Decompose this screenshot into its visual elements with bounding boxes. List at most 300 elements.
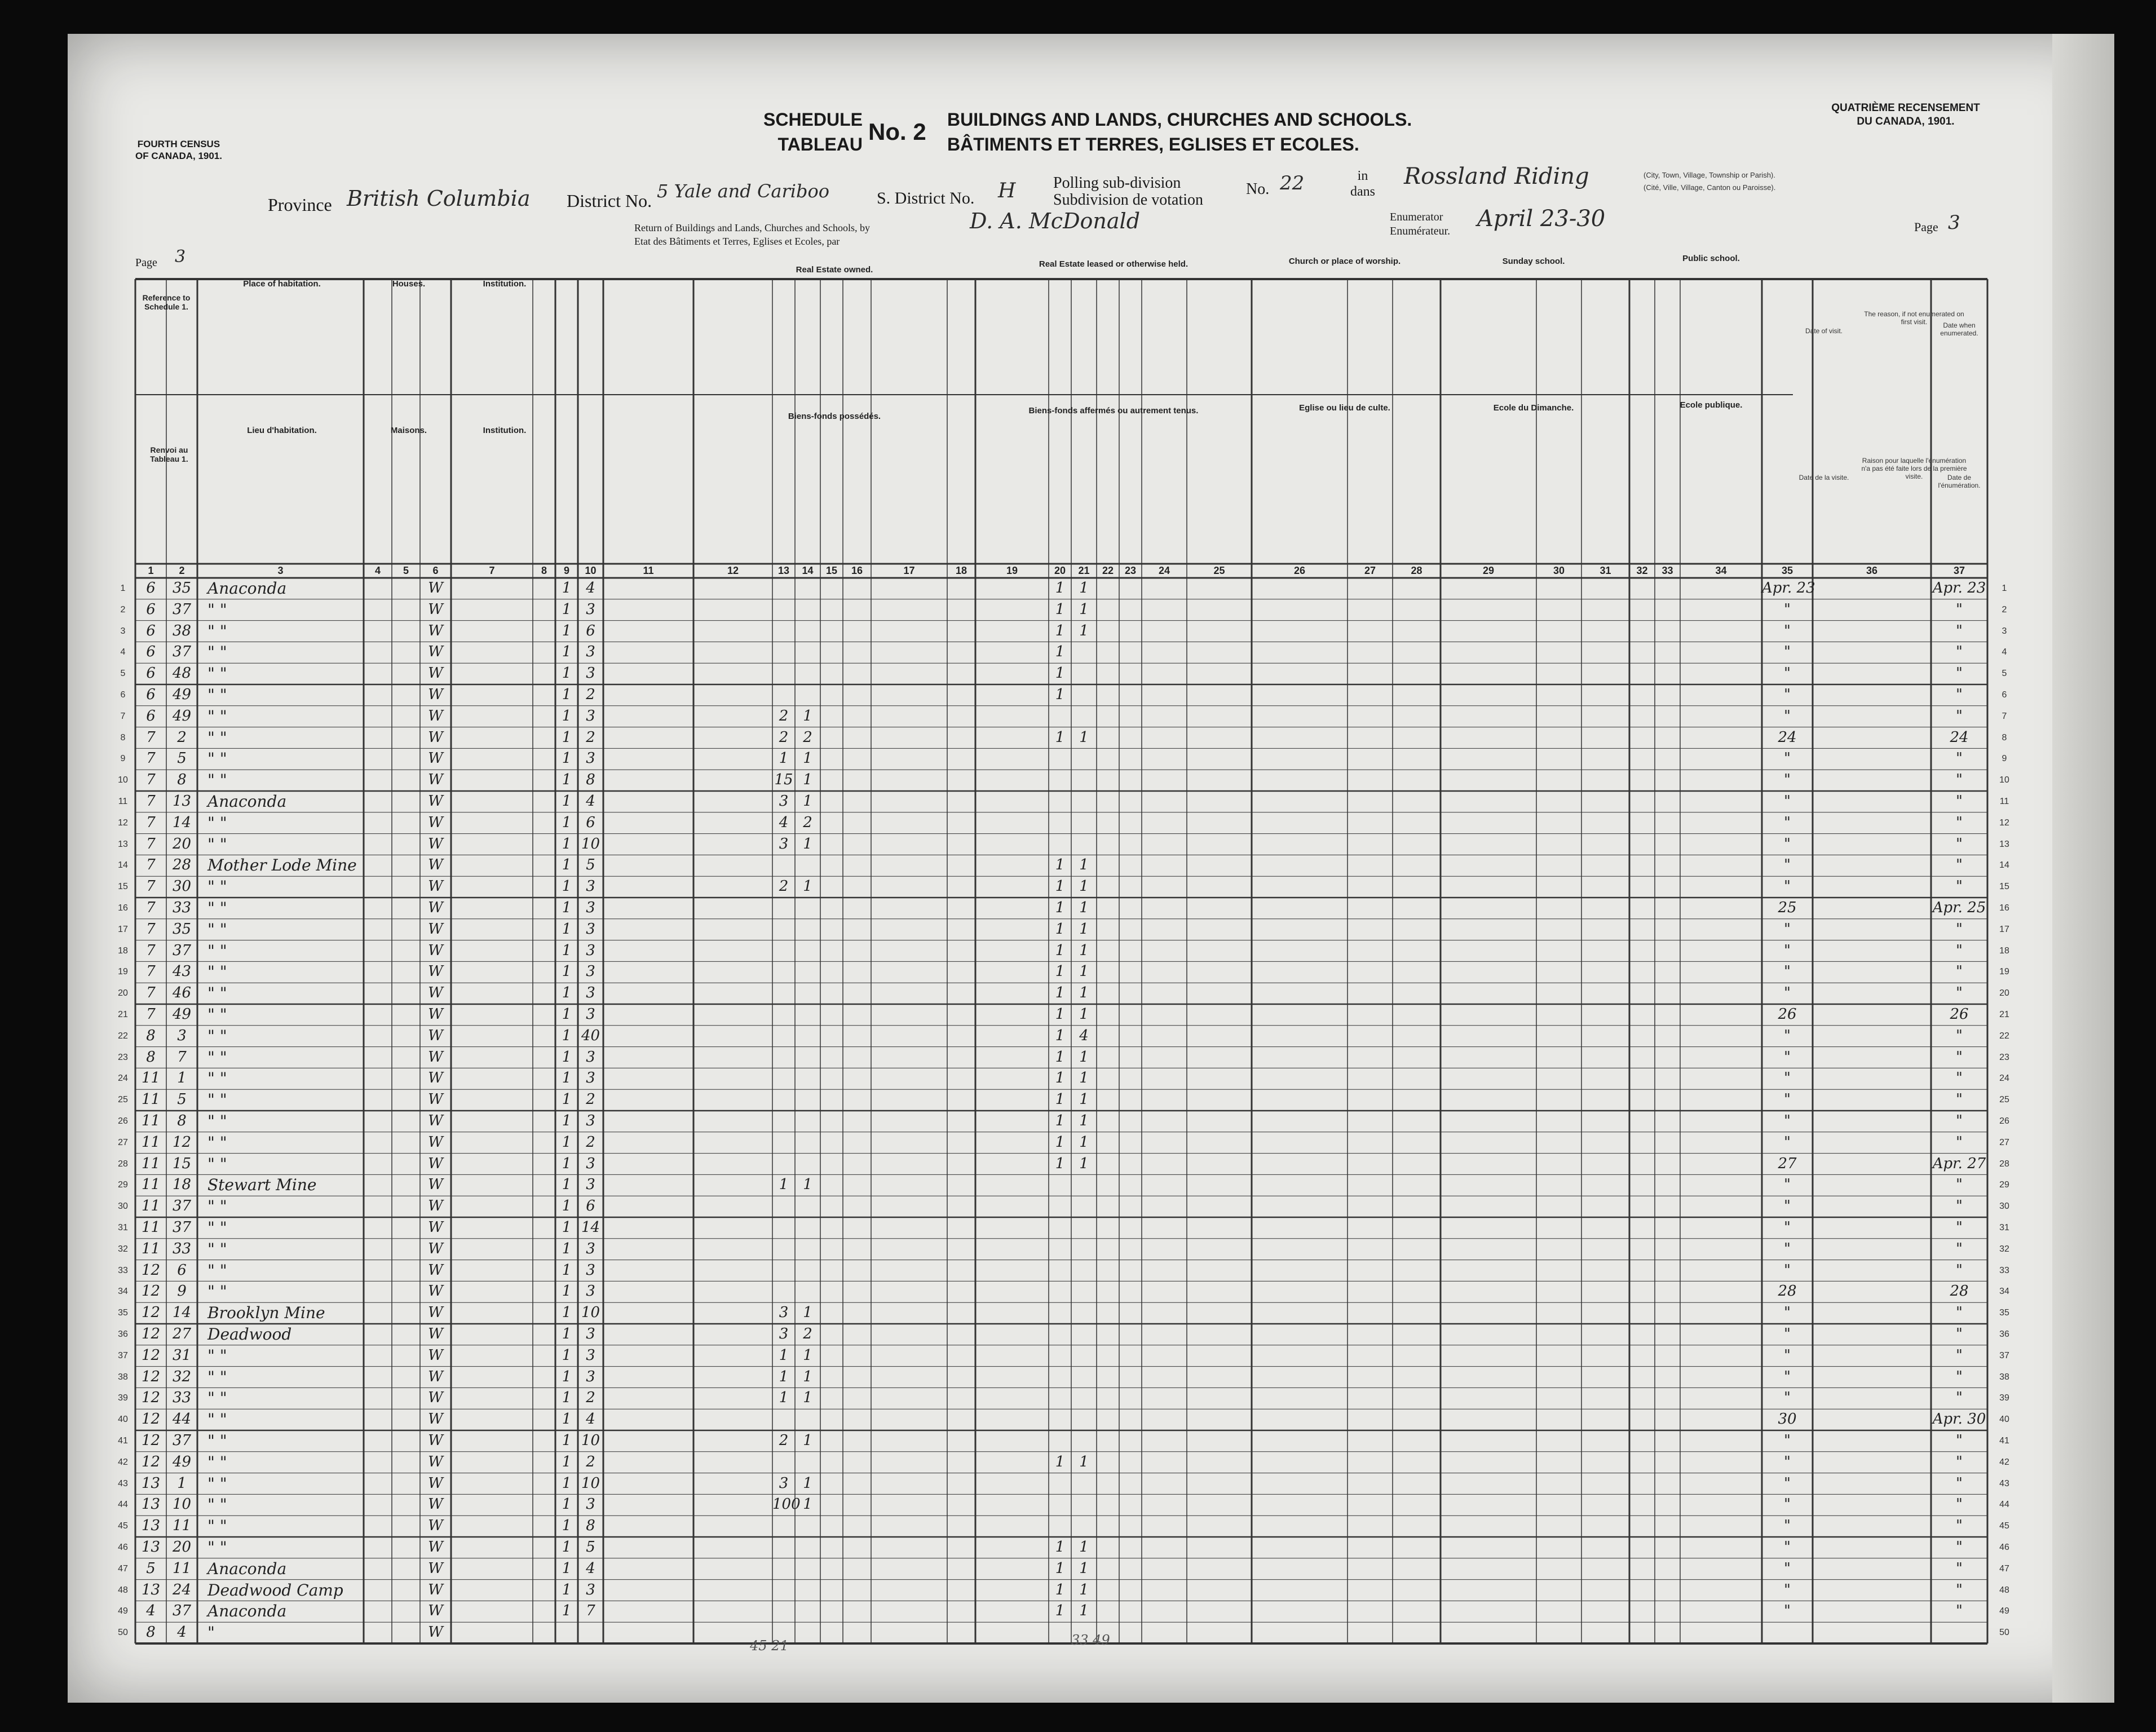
- cell-date-visit: ": [1784, 707, 1791, 724]
- cell-page: 12: [141, 1368, 161, 1385]
- row-number-left: 1: [120, 584, 126, 593]
- cell-owned-lots: [772, 942, 795, 961]
- group-institution-fr: Institution.: [483, 426, 527, 435]
- cell-date-enumerated: ": [1956, 793, 1963, 810]
- cell-page: 13: [141, 1581, 161, 1598]
- cell-owned-houses: [795, 1602, 820, 1621]
- cell-place: " ": [207, 1452, 227, 1472]
- cell-line: 20: [172, 1539, 192, 1556]
- row-number-right: 28: [1999, 1159, 2009, 1169]
- cell-date-visit: ": [1784, 1112, 1791, 1129]
- cell-owned-houses: [795, 643, 820, 662]
- row-number-left: 40: [118, 1415, 128, 1425]
- cell-date-enumerated: ": [1956, 643, 1963, 661]
- cell-owned-lots: [772, 643, 795, 662]
- cell-leased-houses: 1: [1079, 878, 1089, 895]
- cell-owned-lots: 3: [779, 1474, 789, 1492]
- column-number: 10: [585, 565, 597, 576]
- cell-leased-lots: 1: [1055, 622, 1065, 639]
- cell-rooms: 3: [586, 1176, 595, 1194]
- group-sunday-school-fr: Ecole du Dimanche.: [1493, 403, 1574, 413]
- row-number-left: 42: [118, 1457, 128, 1467]
- cell-rooms: 10: [581, 835, 600, 852]
- cell-place: " ": [207, 941, 227, 960]
- group-reason-fr: Raison pour laquelle l'énumération n'a pas été faite lors de la première visite.: [1861, 457, 1967, 480]
- cell-date-enumerated: ": [1956, 1219, 1963, 1236]
- cell-line: 37: [172, 1198, 192, 1215]
- cell-owned-houses: [795, 1197, 820, 1216]
- cell-date-enumerated: ": [1956, 963, 1963, 980]
- cell-owned-lots: [772, 1005, 795, 1024]
- cell-date-visit: ": [1784, 1325, 1791, 1342]
- cell-owned-houses: [795, 1112, 820, 1131]
- group-place-fr: Lieu d'habitation.: [247, 426, 317, 435]
- cell-leased-lots: [1049, 1261, 1071, 1280]
- owned-totals: 45 21: [750, 1638, 789, 1654]
- column-number: 26: [1293, 565, 1306, 576]
- row-number-left: 22: [118, 1031, 128, 1041]
- cell-owned-houses: [795, 920, 820, 939]
- row-number-right: 23: [1999, 1052, 2009, 1062]
- group-public-school: Public school.: [1682, 254, 1740, 263]
- cell-date-visit: ": [1784, 878, 1791, 895]
- cell-rooms: 3: [586, 750, 595, 767]
- cell-owned-lots: [772, 1197, 795, 1216]
- cell-families: 1: [562, 1133, 572, 1151]
- cell-place: " ": [207, 621, 227, 640]
- cell-leased-houses: [1071, 1197, 1097, 1216]
- cell-line: 5: [177, 1091, 187, 1108]
- cell-families: 1: [562, 1155, 572, 1172]
- cell-date-visit: ": [1784, 1368, 1791, 1385]
- cell-families: 1: [562, 1432, 572, 1449]
- cell-date-enumerated: ": [1956, 984, 1963, 1002]
- cell-owned-houses: [795, 1261, 820, 1280]
- cell-leased-houses: [1071, 1282, 1097, 1301]
- cell-page: 4: [146, 1602, 156, 1620]
- column-number: 32: [1636, 565, 1648, 576]
- cell-date-enumerated: Apr. 23: [1932, 580, 1986, 597]
- cell-page: 5: [146, 1559, 156, 1577]
- cell-owned-houses: 2: [803, 814, 812, 831]
- row-number-left: 34: [118, 1287, 128, 1297]
- cell-date-visit: ": [1784, 1091, 1791, 1108]
- cell-owned-houses: [795, 1538, 820, 1557]
- group-place: Place of habitation.: [243, 279, 321, 289]
- row-number-left: 44: [118, 1500, 128, 1510]
- cell-place: " ": [207, 749, 227, 768]
- cell-rooms: 3: [586, 878, 595, 895]
- cell-leased-lots: [1049, 1346, 1071, 1366]
- cell-owned-lots: [772, 1261, 795, 1280]
- row-number-left: 35: [118, 1308, 128, 1318]
- cell-page: 7: [146, 835, 156, 852]
- cell-leased-lots: 1: [1055, 878, 1065, 895]
- cell-rooms: 3: [586, 707, 595, 724]
- no-label: No.: [1246, 180, 1270, 198]
- cell-line: 18: [172, 1176, 192, 1194]
- cell-line: 1: [177, 1070, 187, 1087]
- cell-rooms: 14: [581, 1219, 600, 1236]
- cell-leased-lots: 1: [1055, 984, 1065, 1002]
- cell-inhabited: W: [428, 1027, 443, 1044]
- cell-owned-lots: 1: [779, 1389, 789, 1407]
- row-number-left: 31: [118, 1223, 128, 1232]
- cell-owned-lots: 4: [779, 814, 789, 831]
- cell-place: " ": [207, 1197, 227, 1216]
- cell-page: 11: [141, 1070, 161, 1087]
- cell-leased-lots: 1: [1055, 1453, 1065, 1470]
- cell-owned-houses: [795, 1218, 820, 1238]
- cell-owned-lots: [772, 1538, 795, 1557]
- row-number-left: 48: [118, 1585, 128, 1595]
- cell-place: " ": [207, 664, 227, 683]
- cell-rooms: 4: [586, 1559, 595, 1577]
- cell-leased-houses: 1: [1079, 920, 1089, 938]
- column-number: 24: [1158, 565, 1170, 576]
- column-number: 5: [403, 565, 409, 576]
- cell-line: 49: [172, 686, 192, 703]
- in-dans-label: in dans: [1350, 169, 1375, 199]
- enumerator-name: D. A. McDonald: [970, 209, 1141, 233]
- row-number-left: 13: [118, 839, 128, 849]
- cell-leased-houses: [1071, 814, 1097, 833]
- cell-date-visit: ": [1784, 1027, 1791, 1044]
- cell-date-enumerated: ": [1956, 1240, 1963, 1257]
- schedule-number: No. 2: [868, 118, 926, 145]
- cell-leased-lots: 1: [1055, 899, 1065, 916]
- cell-families: 1: [562, 686, 572, 703]
- cell-date-enumerated: ": [1956, 1112, 1963, 1129]
- cell-line: 14: [172, 1304, 192, 1322]
- cell-rooms: 5: [586, 856, 595, 874]
- cell-leased-houses: [1071, 1495, 1097, 1514]
- cell-inhabited: W: [428, 1219, 443, 1236]
- cell-rooms: 10: [581, 1474, 600, 1492]
- cell-families: 1: [562, 899, 572, 916]
- cell-leased-houses: [1071, 643, 1097, 662]
- column-number: 15: [825, 565, 838, 576]
- cell-date-enumerated: ": [1956, 1048, 1963, 1066]
- row-number-right: 26: [1999, 1116, 2009, 1126]
- cell-date-enumerated: ": [1956, 1368, 1963, 1385]
- cell-families: 1: [562, 878, 572, 895]
- cell-page: 7: [146, 750, 156, 767]
- cell-line: 9: [177, 1283, 187, 1300]
- row-number-left: 26: [118, 1116, 128, 1126]
- cell-owned-houses: 1: [803, 1474, 812, 1492]
- cell-rooms: 2: [586, 686, 595, 703]
- row-number-right: 29: [1999, 1180, 2009, 1190]
- cell-date-visit: ": [1784, 1070, 1791, 1087]
- cell-date-visit: 26: [1778, 1006, 1797, 1023]
- cell-rooms: 5: [586, 1539, 595, 1556]
- cell-page: 12: [141, 1453, 161, 1470]
- cell-leased-houses: [1071, 664, 1097, 683]
- cell-inhabited: W: [428, 1624, 443, 1641]
- cell-leased-houses: 1: [1079, 1581, 1089, 1598]
- cell-place: " ": [207, 1517, 227, 1536]
- cell-families: 1: [562, 1559, 572, 1577]
- cell-leased-houses: 1: [1079, 899, 1089, 916]
- cell-page: 13: [141, 1517, 161, 1535]
- column-number: 8: [541, 565, 547, 576]
- cell-date-enumerated: ": [1956, 1539, 1963, 1556]
- cell-owned-houses: 2: [803, 1325, 812, 1342]
- cell-date-visit: ": [1784, 920, 1791, 938]
- cell-owned-lots: [772, 686, 795, 705]
- cell-date-enumerated: ": [1956, 1198, 1963, 1215]
- row-number-left: 38: [118, 1372, 128, 1382]
- cell-page: 12: [141, 1325, 161, 1342]
- cell-inhabited: W: [428, 1006, 443, 1023]
- cell-date-visit: ": [1784, 984, 1791, 1002]
- cell-date-visit: ": [1784, 1432, 1791, 1449]
- cell-page: 12: [141, 1304, 161, 1322]
- cell-date-enumerated: ": [1956, 1602, 1963, 1620]
- cell-date-visit: 28: [1778, 1283, 1797, 1300]
- cell-leased-lots: [1049, 1304, 1071, 1323]
- cell-inhabited: W: [428, 1070, 443, 1087]
- cell-leased-houses: [1071, 1346, 1097, 1366]
- cell-date-enumerated: ": [1956, 665, 1963, 682]
- cell-owned-lots: [772, 984, 795, 1003]
- cell-page: 8: [146, 1048, 156, 1066]
- cell-owned-houses: [795, 1069, 820, 1088]
- cell-date-enumerated: 26: [1950, 1006, 1969, 1023]
- cell-owned-lots: [772, 1048, 795, 1067]
- cell-owned-lots: [772, 1218, 795, 1238]
- cell-owned-lots: [772, 1581, 795, 1600]
- cell-owned-lots: 1: [779, 750, 789, 767]
- cell-place: " ": [207, 920, 227, 939]
- cell-leased-lots: [1049, 1368, 1071, 1387]
- cell-date-visit: ": [1784, 1559, 1791, 1577]
- cell-leased-lots: 1: [1055, 600, 1065, 618]
- row-number-right: 9: [2002, 754, 2007, 764]
- row-number-right: 50: [1999, 1628, 2009, 1638]
- row-number-right: 46: [1999, 1543, 2009, 1552]
- cell-leased-houses: 1: [1079, 942, 1089, 959]
- cell-page: 7: [146, 942, 156, 959]
- cell-date-enumerated: ": [1956, 771, 1963, 789]
- column-number: 19: [1006, 565, 1018, 576]
- cell-date-visit: ": [1784, 835, 1791, 852]
- cell-owned-houses: [795, 1155, 820, 1174]
- cell-line: 24: [172, 1581, 192, 1598]
- row-number-left: 24: [118, 1073, 128, 1084]
- row-number-right: 7: [2002, 711, 2007, 721]
- cell-date-enumerated: ": [1956, 1346, 1963, 1364]
- cell-leased-lots: 1: [1055, 1027, 1065, 1044]
- cell-place: " ": [207, 962, 227, 982]
- cell-families: 1: [562, 580, 572, 597]
- cell-rooms: 3: [586, 963, 595, 980]
- cell-date-enumerated: ": [1956, 750, 1963, 767]
- cell-leased-lots: [1049, 1410, 1071, 1429]
- cell-date-enumerated: ": [1956, 600, 1963, 618]
- cell-place: " ": [207, 1346, 227, 1365]
- cell-inhabited: W: [428, 856, 443, 874]
- cell-owned-houses: [795, 1090, 820, 1110]
- cell-leased-lots: [1049, 814, 1071, 833]
- cell-date-visit: ": [1784, 665, 1791, 682]
- cell-line: 49: [172, 1006, 192, 1023]
- group-houses-fr: Maisons.: [390, 426, 427, 435]
- cell-owned-houses: 2: [803, 728, 812, 746]
- cell-inhabited: W: [428, 1304, 443, 1322]
- cell-rooms: 3: [586, 1112, 595, 1129]
- cell-inhabited: W: [428, 835, 443, 852]
- cell-families: 1: [562, 1581, 572, 1598]
- cell-leased-houses: 1: [1079, 1070, 1089, 1087]
- cell-rooms: 3: [586, 1283, 595, 1300]
- cell-line: 37: [172, 1219, 192, 1236]
- cell-page: 13: [141, 1539, 161, 1556]
- cell-date-enumerated: ": [1956, 1581, 1963, 1598]
- cell-leased-lots: 1: [1055, 643, 1065, 661]
- cell-date-enumerated: ": [1956, 1304, 1963, 1322]
- cell-page: 7: [146, 771, 156, 789]
- cell-owned-houses: [795, 686, 820, 705]
- cell-leased-houses: [1071, 1368, 1097, 1387]
- row-number-left: 41: [118, 1436, 128, 1446]
- column-number: 16: [851, 565, 863, 576]
- cell-owned-houses: 1: [803, 1496, 812, 1513]
- cell-inhabited: W: [428, 665, 443, 682]
- column-number: 18: [955, 565, 967, 576]
- cell-owned-lots: 3: [779, 835, 789, 852]
- cell-families: 1: [562, 1517, 572, 1535]
- row-number-left: 49: [118, 1606, 128, 1616]
- cell-families: 1: [562, 643, 572, 661]
- cell-rooms: 2: [586, 1389, 595, 1407]
- group-reference-fr: Renvoi au Tableau 1.: [150, 445, 188, 463]
- cell-leased-lots: [1049, 771, 1071, 790]
- cell-place: Anaconda: [207, 792, 287, 811]
- cell-place: " ": [207, 728, 227, 747]
- cell-page: 6: [146, 686, 156, 703]
- cell-rooms: 3: [586, 1048, 595, 1066]
- cell-owned-lots: 100: [772, 1496, 801, 1513]
- cell-leased-houses: 1: [1079, 1006, 1089, 1023]
- cell-place: " ": [207, 1474, 227, 1493]
- cell-owned-lots: [772, 1155, 795, 1174]
- cell-leased-lots: 1: [1055, 856, 1065, 874]
- cell-date-visit: ": [1784, 1198, 1791, 1215]
- cell-leased-houses: [1071, 771, 1097, 790]
- cell-place: Anaconda: [207, 579, 287, 598]
- cell-date-visit: ": [1784, 600, 1791, 618]
- cell-inhabited: W: [428, 1112, 443, 1129]
- cell-inhabited: W: [428, 814, 443, 831]
- cell-line: 4: [177, 1624, 187, 1641]
- cell-date-enumerated: ": [1956, 878, 1963, 895]
- cell-owned-lots: [772, 1112, 795, 1131]
- row-number-right: 38: [1999, 1372, 2009, 1382]
- cell-date-visit: ": [1784, 963, 1791, 980]
- cell-place: " ": [207, 1367, 227, 1386]
- cell-date-visit: ": [1784, 1453, 1791, 1470]
- row-number-left: 25: [118, 1095, 128, 1105]
- group-date-visit: Date of visit.: [1805, 327, 1843, 335]
- cell-date-visit: ": [1784, 793, 1791, 810]
- cell-owned-lots: [772, 1240, 795, 1259]
- cell-inhabited: W: [428, 920, 443, 938]
- cell-owned-lots: 15: [774, 771, 793, 789]
- cell-line: 2: [177, 728, 187, 746]
- cell-owned-lots: [772, 1602, 795, 1621]
- cell-rooms: 3: [586, 1368, 595, 1385]
- row-number-left: 6: [120, 690, 126, 700]
- cell-page: 7: [146, 963, 156, 980]
- cell-inhabited: W: [428, 622, 443, 639]
- cell-page: 12: [141, 1411, 161, 1428]
- cell-date-visit: ": [1784, 856, 1791, 874]
- cell-place: " ": [207, 1261, 227, 1280]
- cell-rooms: 6: [586, 1198, 595, 1215]
- row-number-left: 15: [118, 882, 128, 892]
- cell-inhabited: W: [428, 643, 443, 661]
- cell-leased-houses: [1071, 707, 1097, 726]
- cell-leased-houses: [1071, 1176, 1097, 1195]
- cell-place: " ": [207, 1090, 227, 1110]
- cell-page: 13: [141, 1496, 161, 1513]
- cell-rooms: 3: [586, 920, 595, 938]
- cell-owned-lots: [772, 1069, 795, 1088]
- cell-page: 11: [141, 1219, 161, 1236]
- cell-page: 7: [146, 899, 156, 916]
- column-number: 1: [148, 565, 154, 576]
- cell-leased-lots: 1: [1055, 686, 1065, 703]
- cell-place: Stewart Mine: [207, 1176, 317, 1195]
- row-number-left: 9: [120, 754, 126, 764]
- cell-line: 37: [172, 1432, 192, 1449]
- cell-date-enumerated: ": [1956, 835, 1963, 852]
- cell-rooms: 3: [586, 1496, 595, 1513]
- cell-families: 1: [562, 856, 572, 874]
- cell-leased-lots: 1: [1055, 1581, 1065, 1598]
- cell-owned-houses: [795, 984, 820, 1003]
- cell-owned-lots: 2: [779, 878, 789, 895]
- row-number-left: 17: [118, 924, 128, 934]
- cell-date-visit: 30: [1778, 1411, 1797, 1428]
- cell-leased-lots: [1049, 1431, 1071, 1451]
- group-institution: Institution.: [483, 279, 527, 289]
- cell-line: 38: [172, 622, 192, 639]
- cell-owned-houses: [795, 1005, 820, 1024]
- cell-owned-houses: 1: [803, 1176, 812, 1194]
- cell-inhabited: W: [428, 728, 443, 746]
- cell-leased-houses: [1071, 1389, 1097, 1408]
- cell-date-enumerated: 24: [1950, 728, 1969, 746]
- cell-date-visit: ": [1784, 1496, 1791, 1513]
- s-district-label: S. District No.: [877, 189, 975, 207]
- cell-date-visit: ": [1784, 1240, 1791, 1257]
- district-label: District No.: [567, 191, 652, 211]
- column-number: 2: [179, 565, 185, 576]
- cell-inhabited: W: [428, 1325, 443, 1342]
- cell-families: 1: [562, 1070, 572, 1087]
- cell-page: 7: [146, 878, 156, 895]
- cell-date-visit: ": [1784, 643, 1791, 661]
- cell-inhabited: W: [428, 771, 443, 789]
- row-number-left: 5: [120, 669, 126, 679]
- row-number-left: 37: [118, 1350, 128, 1360]
- cell-owned-lots: [772, 1410, 795, 1429]
- cell-date-enumerated: ": [1956, 1176, 1963, 1194]
- row-number-left: 36: [118, 1329, 128, 1339]
